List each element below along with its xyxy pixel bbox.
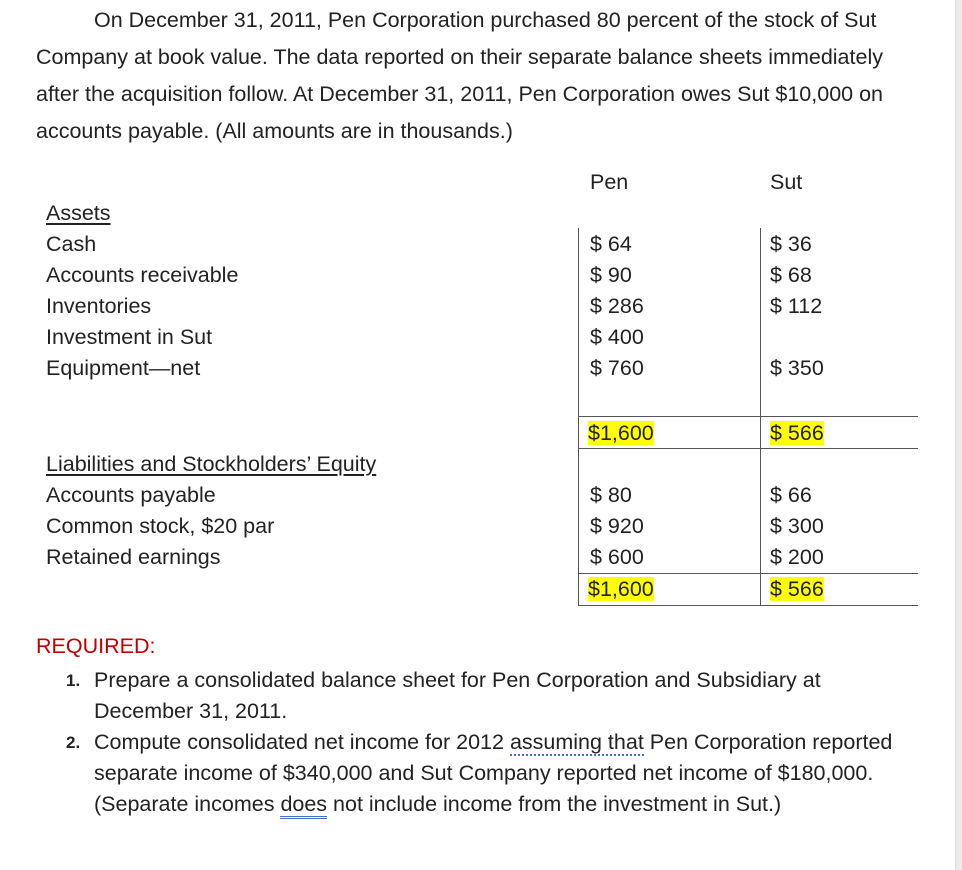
page-edge [955,0,962,870]
liability-label-retained-earnings: Retained earnings [46,545,221,569]
liability-pen-retained-earnings: $ 600 [590,545,644,569]
assets-total-sut-value: $ 566 [770,421,824,445]
asset-pen-receivables: $ 90 [590,263,632,287]
assets-total-rule-top [578,416,918,417]
liabilities-total-sut-value: $ 566 [770,577,824,601]
asset-sut-equipment: $ 350 [770,356,824,380]
liability-sut-payable: $ 66 [770,483,812,507]
asset-label-receivables: Accounts receivable [46,263,239,287]
asset-label-investment: Investment in Sut [46,325,213,349]
required-item-1-number: 1. [66,671,81,690]
asset-sut-cash: $ 36 [770,232,812,256]
asset-sut-inventories: $ 112 [770,294,823,318]
liabilities-total-pen-value: $1,600 [588,577,654,601]
asset-label-inventories: Inventories [46,294,152,318]
column-header-pen: Pen [590,170,629,194]
required-item-1-text: Prepare a consolidated balance sheet for Pen Corporation and Subsidiary at December 31, 2011. [94,668,821,723]
liabilities-total-sut [770,575,824,603]
asset-pen-investment: $ 400 [590,325,644,349]
required-item-1 [60,665,920,727]
intro-paragraph: On December 31, 2011, Pen Corporation purchased 80 percent of the stock of Sut Company at book value. The data reported on their separate balance sheets immediately after the acquisition follow. At December 31, 2011, Pen Corporation owes Sut $10,000 on accounts payable. (All amounts are in thousands.) [36,8,883,143]
liabilities-total-rule-bottom [578,605,918,606]
required-list [60,665,920,820]
liability-sut-retained-earnings: $ 200 [770,545,824,569]
asset-label-cash: Cash [46,232,97,256]
grammar-flag-assuming-that: assuming that [509,730,644,754]
required-item-2 [60,727,920,820]
liability-sut-common-stock: $ 300 [770,514,824,538]
required-item-2-text-a: Compute consolidated net income for 2012 [94,730,510,754]
assets-total-rule-bottom [578,448,918,449]
required-item-2-text-b: Pen Corporation reported separate income of $340,000 and Sut Company reported net income of $180,000. (Separate incomes [94,730,893,816]
required-item-2-text-c: not include income from the investment in Sut.) [327,792,782,816]
assets-total-pen-value: $1,600 [588,421,654,445]
asset-label-equipment: Equipment—net [46,356,201,380]
column-header-sut: Sut [770,170,803,194]
liability-pen-payable: $ 80 [590,483,632,507]
asset-pen-inventories: $ 286 [590,294,644,318]
required-item-2-number: 2. [66,733,81,752]
liabilities-total-rule-top [578,573,918,574]
pen-column-rule [578,228,579,606]
liability-label-common-stock: Common stock, $20 par [46,514,275,538]
asset-sut-receivables: $ 68 [770,263,812,287]
asset-pen-cash: $ 64 [590,232,632,256]
liabilities-total-pen [588,575,654,603]
assets-total-pen [588,419,654,447]
assets-heading: Assets [46,201,111,225]
liability-pen-common-stock: $ 920 [590,514,644,538]
required-heading: REQUIRED: [36,634,156,658]
grammar-flag-does: does [280,792,327,819]
asset-pen-equipment: $ 760 [590,356,644,380]
sut-column-rule [760,228,761,606]
liability-label-payable: Accounts payable [46,483,216,507]
assets-total-sut [770,419,824,447]
liabilities-heading: Liabilities and Stockholders’ Equity [46,452,377,476]
